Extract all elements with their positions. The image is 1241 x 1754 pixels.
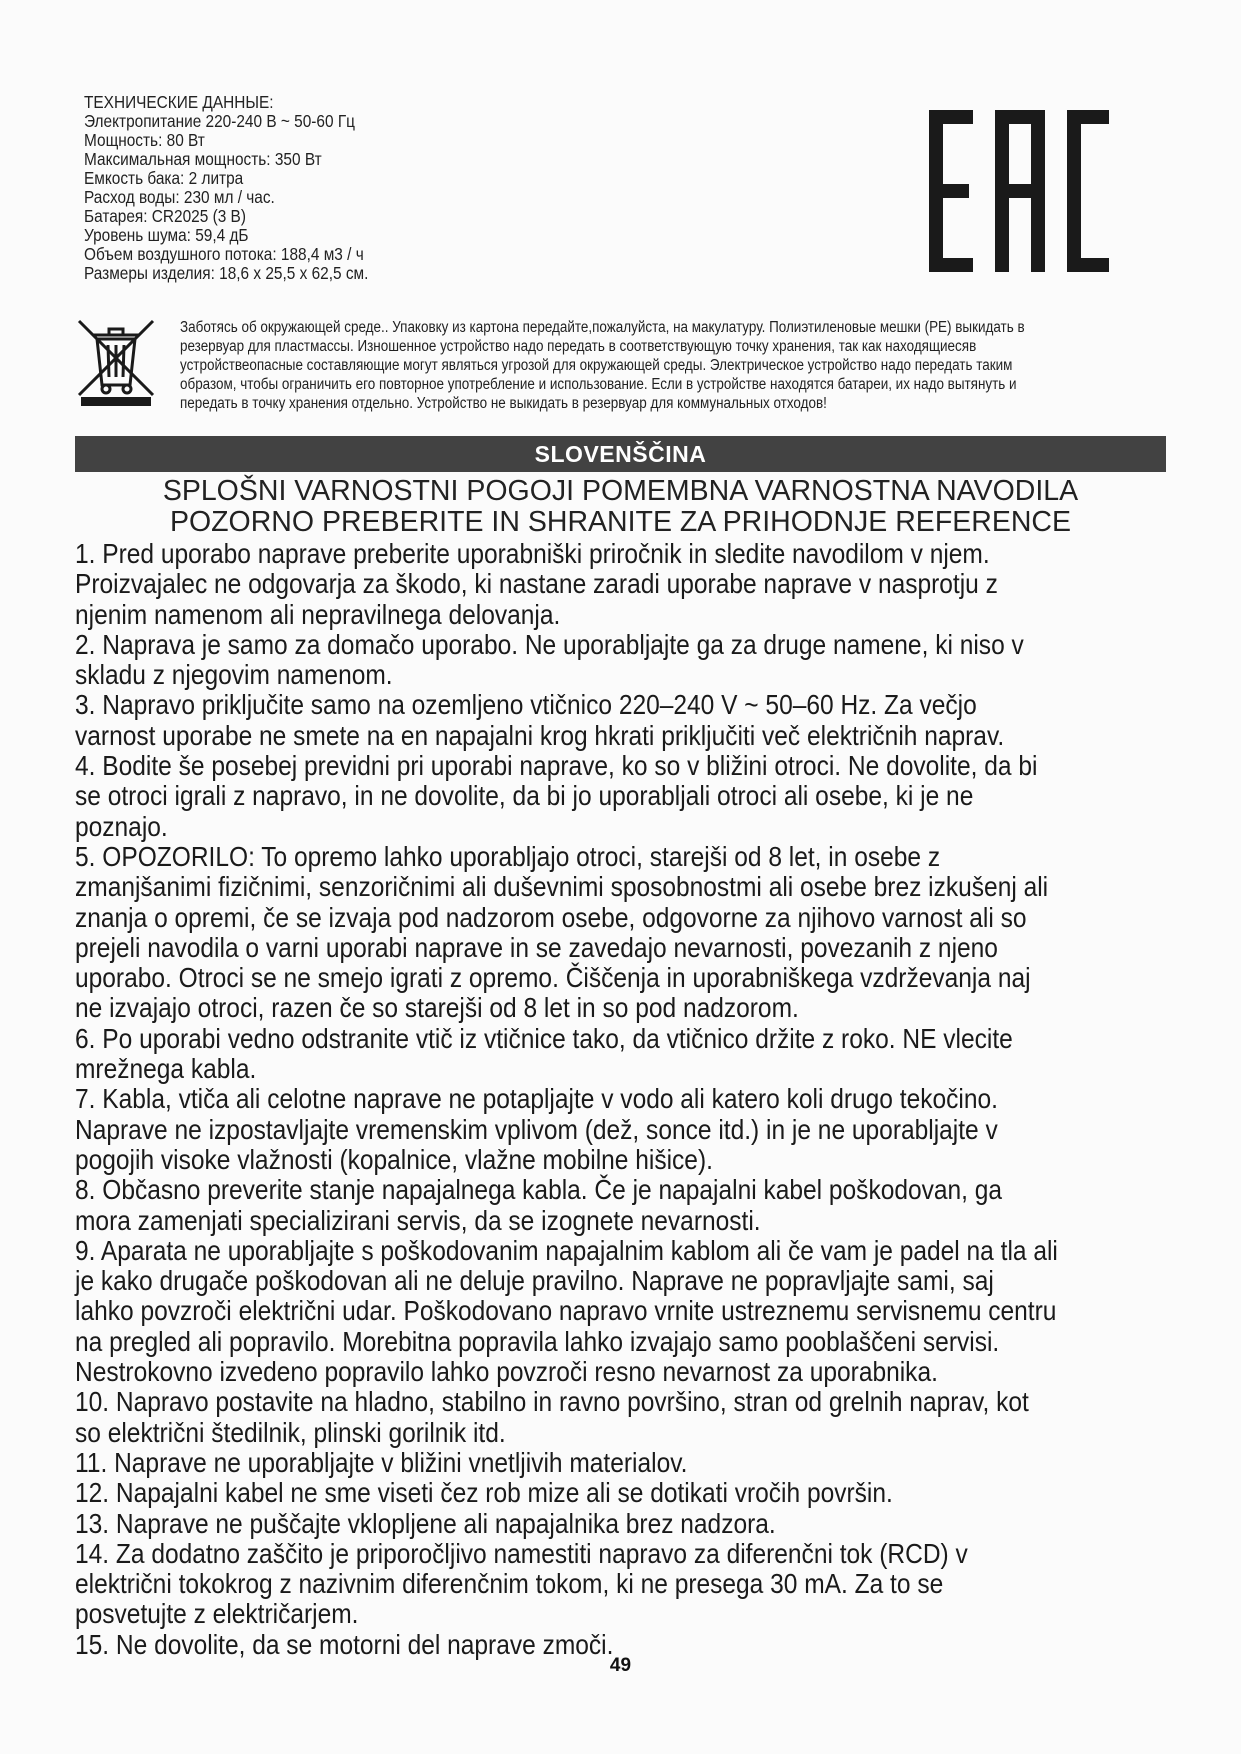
instruction-line: 11. Naprave ne uporabljajte v bližini vnetljivih materialov. — [75, 1445, 688, 1478]
instruction-line: Proizvajalec ne odgovarja za škodo, ki nastane zaradi uporabe naprave v nasprotju z — [75, 567, 998, 600]
instruction-line: je kako drugače poškodovan ali ne deluje pravilno. Naprave ne popravljajte sami, saj — [75, 1264, 994, 1297]
instruction-line: 13. Naprave ne puščajte vklopljene ali napajalnika brez nadzora. — [75, 1506, 776, 1539]
instruction-line: Nestrokovno izvedeno popravilo lahko povzroči resno nevarnost za uporabnika. — [75, 1355, 938, 1388]
eco-notice-line: Заботясь об окружающей среде.. Упаковку из картона передайте,пожалуйста, на макулатуру. Полиэтиленовые мешки (PE) выкидать в — [180, 319, 1025, 336]
tech-data-line: Уровень шума: 59,4 дБ — [84, 225, 249, 245]
heading-line: POZORNO PREBERITE IN SHRANITE ZA PRIHODNJE REFERENCE — [169, 506, 1072, 538]
instruction-line: njenim namenom ali nepravilnega delovanja. — [75, 597, 561, 630]
instruction-line: Naprave ne izpostavljajte vremenskim vplivom (dež, sonce itd.) in je ne uporabljajte v — [75, 1112, 998, 1145]
crossed-out-wheelie-bin-icon — [75, 315, 157, 407]
instruction-line: uporabo. Otroci se ne smejo igrati z opremo. Čiščenja in uporabniškega vzdrževanja naj — [75, 961, 1031, 994]
instruction-line: skladu z njegovim namenom. — [75, 658, 393, 691]
instruction-line: 3. Napravo priključite samo na ozemljeno vtičnico 220–240 V ~ 50–60 Hz. Za večjo — [75, 688, 977, 721]
tech-data-line: Максимальная мощность: 350 Вт — [84, 149, 322, 169]
instruction-line: poznajo. — [75, 809, 168, 842]
instruction-line: mora zamenjati specializirani servis, da se izognete nevarnosti. — [75, 1203, 761, 1236]
eco-notice-line: устройствеопасные составляющие могут являться угрозой для окружающей среды. Электрическое устройство надо передать таким — [180, 357, 1013, 374]
instruction-line: varnost uporabe ne smete na en napajalni krog hkrati priključiti več električnih naprav. — [75, 718, 1005, 751]
instruction-line: prejeli navodila o varni uporabi naprave in se zavedajo nevarnosti, povezanih z njeno — [75, 930, 998, 963]
safety-headings — [75, 476, 1166, 538]
eco-notice-line: резервуар для пластмассы. Изношенное устройство надо передать в соответствующую точку хранения, так как находящиесяв — [180, 338, 977, 355]
tech-data-line: Мощность: 80 Вт — [84, 130, 205, 150]
instruction-line: pogojih visoke vlažnosti (kopalnice, vlažne mobilne hišice). — [75, 1142, 713, 1175]
instruction-line: 14. Za dodatno zaščito je priporočljivo namestiti napravo za diferenčni tok (RCD) v — [75, 1536, 968, 1569]
instruction-line: 5. OPOZORILO: To opremo lahko uporabljajo otroci, starejši od 8 let, in osebe z — [75, 839, 941, 872]
tech-data-line: Расход воды: 230 мл / час. — [84, 187, 275, 207]
instruction-line: 9. Aparata ne uporabljajte s poškodovanim napajalnim kablom ali če vam je padel na tla ali — [75, 1233, 1058, 1266]
instruction-line: so električni štedilnik, plinski gorilnik itd. — [75, 1415, 506, 1448]
page-number: 49 — [609, 1655, 632, 1676]
heading-line: SPLOŠNI VARNOSTNI POGOJI POMEMBNA VARNOSTNA NAVODILA — [162, 475, 1079, 507]
instruction-line: 15. Ne dovolite, da se motorni del naprave zmoči. — [75, 1627, 614, 1660]
instruction-line: znanja o opremi, če se izvaja pod nadzorom osebe, odgovorne za njihovo varnost ali so — [75, 900, 1027, 933]
instruction-line: 2. Naprava je samo za domačo uporabo. Ne uporabljajte ga za druge namene, ki niso v — [75, 627, 1024, 660]
tech-data-line: Батарея: CR2025 (3 В) — [84, 206, 246, 226]
tech-data-line: Электропитание 220-240 В ~ 50-60 Гц — [84, 111, 355, 131]
instruction-line: 6. Po uporabi vedno odstranite vtič iz vtičnice tako, da vtičnico držite z roko. NE vlecite — [75, 1021, 1013, 1054]
eco-notice-line: образом, чтобы ограничить его повторное употребление и использование. Если в устройстве находятся батареи, их надо вытянуть и — [180, 376, 1017, 393]
eac-certification-mark — [929, 110, 1109, 272]
eco-notice-line: передать в точку хранения отдельно. Устройство не выкидать в резервуар для коммунальных отходов! — [180, 395, 827, 412]
instruction-line: ne izvajajo otroci, razen če so starejši od 8 let in so pod nadzorom. — [75, 991, 799, 1024]
instruction-line: 1. Pred uporabo naprave preberite uporabniški priročnik in sledite navodilom v njem. — [75, 537, 990, 569]
instruction-line: posvetujte z električarjem. — [75, 1597, 359, 1630]
instruction-line: mrežnega kabla. — [75, 1052, 257, 1085]
environmental-notice — [180, 318, 1170, 413]
instruction-line: se otroci igrali z napravo, in ne dovolite, da bi jo uporabljali otroci ali osebe, ki je ne — [75, 779, 974, 812]
instruction-line: 12. Napajalni kabel ne sme viseti čez rob mize ali se dotikati vročih površin. — [75, 1476, 893, 1509]
instruction-line: 7. Kabla, vtiča ali celotne naprave ne potapljajte v vodo ali katero koli drugo tekočino. — [75, 1082, 998, 1115]
instruction-line: na pregled ali popravilo. Morebitna popravila lahko izvajajo samo pooblaščeni servisi. — [75, 1324, 1000, 1357]
safety-instructions — [75, 538, 1223, 1659]
eac-letter-c — [1067, 110, 1081, 272]
tech-data-line: ТЕХНИЧЕСКИЕ ДАННЫЕ: — [84, 92, 274, 112]
instruction-line: lahko povzroči električni udar. Poškodovano napravo vrnite ustreznemu servisnemu centru — [75, 1294, 1057, 1327]
language-section-header: SLOVENŠČINA — [75, 436, 1166, 472]
instruction-line: 10. Napravo postavite na hladno, stabilno in ravno površino, stran od grelnih naprav, kot — [75, 1385, 1029, 1418]
instruction-line: električni tokokrog z nazivnim diferenčnim tokom, ki ne presega 30 mA. Za to se — [75, 1567, 944, 1600]
tech-data-line: Емкость бака: 2 литра — [84, 168, 244, 188]
instruction-line: zmanjšanimi fizičnimi, senzoričnimi ali duševnimi sposobnostmi ali osebe brez izkušenj ali — [75, 870, 1049, 903]
tech-data-line: Размеры изделия: 18,6 x 25,5 x 62,5 см. — [84, 263, 369, 283]
technical-data — [84, 93, 630, 283]
instruction-line: 8. Občasno preverite stanje napajalnega kabla. Če je napajalni kabel poškodovan, ga — [75, 1173, 1003, 1206]
instruction-line: 4. Bodite še posebej previdni pri uporabi naprave, ko so v bližini otroci. Ne dovolite, da bi — [75, 749, 1038, 782]
tech-data-line: Объем воздушного потока: 188,4 м3 / ч — [84, 244, 364, 264]
